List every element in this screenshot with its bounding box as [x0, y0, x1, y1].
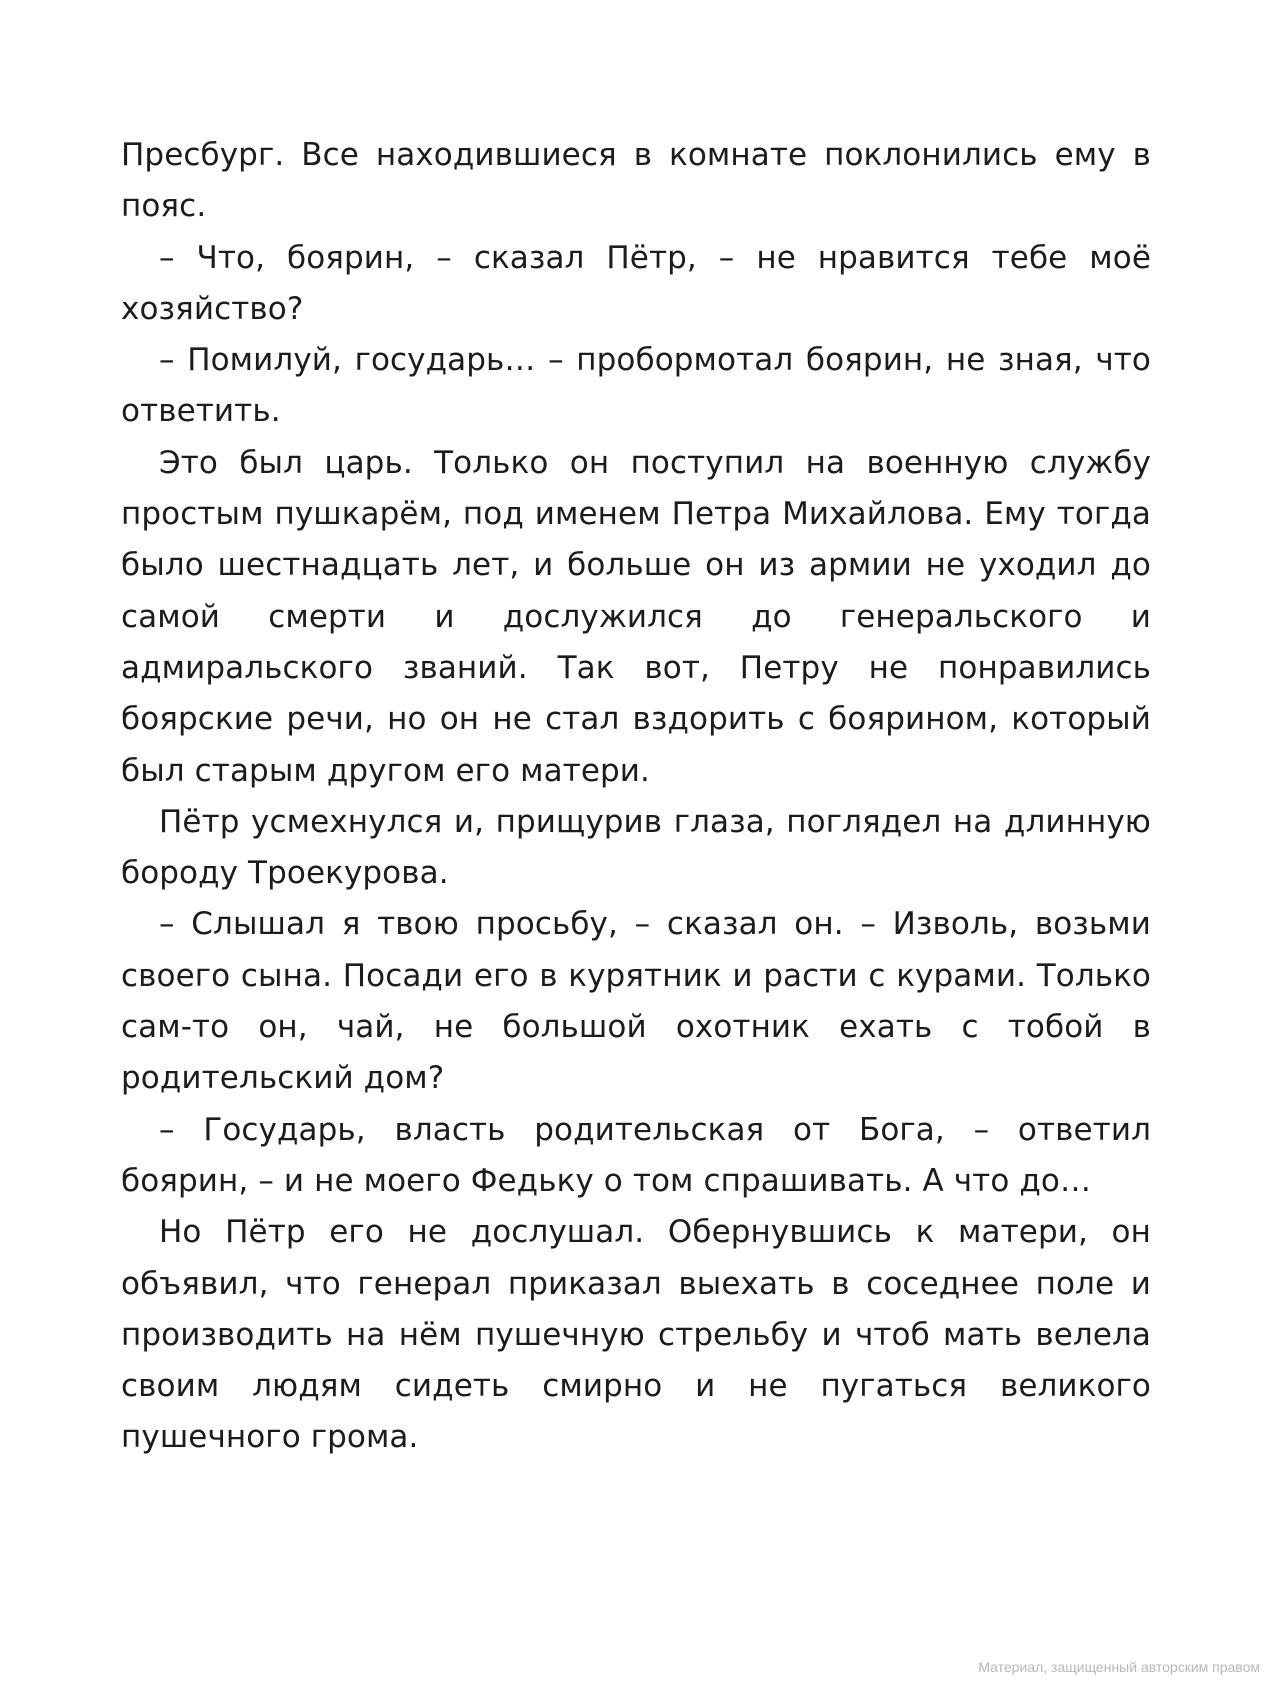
paragraph-narrative-cannon: Но Пётр его не дослушал. Обернувшись к матери, он объявил, что генерал приказал выехать в соседнее поле и производить на нём пушечную стрельбу и чтоб мать велела своим людям сидеть смирно и не пугаться великого пушечного грома.: [121, 1214, 1151, 1456]
paragraph-narrative-tsar: Это был царь. Только он поступил на военную службу простым пушкарём, под именем Петра Михайлова. Ему тогда было шестнадцать лет, и больше он из армии не уходил до самой смерти и дослужился до генеральского и адмиральского званий. Так вот, Петру не понравились боярские речи, но он не стал вздорить с боярином, который был старым другом его матери.: [121, 444, 1151, 789]
paragraph-dialogue-request: – Слышал я твою просьбу, – сказал он. – Изволь, возьми своего сына. Посади его в курятник и расти с курами. Только сам-то он, чай, не большой охотник ехать с тобой в родительский дом?: [121, 906, 1151, 1097]
paragraph-narrative-smile: Пётр усмехнулся и, прищурив глаза, поглядел на длинную бороду Троекурова.: [121, 803, 1151, 892]
page-body: [121, 130, 1151, 1464]
copyright-watermark: Материал, защищенный авторским правом: [978, 1659, 1260, 1675]
paragraph-continuation: Пресбург. Все находившиеся в комнате поклонились ему в пояс.: [121, 137, 1151, 225]
paragraph-dialogue-answer: – Государь, власть родительская от Бога, – ответил боярин, – и не моего Федьку о том спрашивать. А что до…: [121, 1111, 1151, 1199]
paragraph-dialogue-boyar: – Помилуй, государь… – пробормотал боярин, не зная, что ответить.: [121, 342, 1151, 430]
paragraph-dialogue-peter: – Что, боярин, – сказал Пётр, – не нравится тебе моё хозяйство?: [121, 239, 1151, 327]
